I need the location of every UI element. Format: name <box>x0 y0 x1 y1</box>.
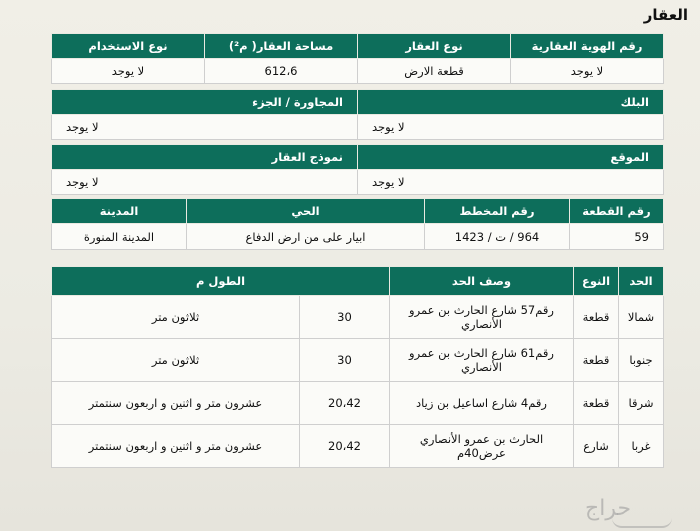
boundary-type: قطعة <box>574 296 619 339</box>
boundary-type: شارع <box>574 425 619 468</box>
value-block: لا يوجد <box>358 115 664 140</box>
boundary-type: قطعة <box>574 382 619 425</box>
boundary-description: رقم61 شارع الحارث بن عمرو الأنصاري <box>390 339 574 382</box>
header-usage-type: نوع الاستخدام <box>52 34 205 59</box>
header-block: البلك <box>358 90 664 115</box>
boundary-length-text: ثلاثون متر <box>52 296 300 339</box>
boundary-side: شمالا <box>619 296 664 339</box>
boundary-length-number: 20،42 <box>300 425 390 468</box>
section-title: العقار <box>643 6 688 24</box>
value-location: لا يوجد <box>358 170 664 195</box>
value-city: المدينة المنورة <box>52 224 187 250</box>
boundary-length-text: عشرون متر و اثنين و اربعون سنتمتر <box>52 425 300 468</box>
value-plot-number: 59 <box>570 224 664 250</box>
value-property-type: قطعة الارض <box>358 59 511 84</box>
boundary-length-number: 30 <box>300 339 390 382</box>
header-plan-number: رقم المخطط <box>425 199 570 224</box>
header-property-area: مساحة العقار( م²) <box>205 34 358 59</box>
boundary-side: غربا <box>619 425 664 468</box>
value-plan-number: 964 / ت / 1423 <box>425 224 570 250</box>
boundary-length-text: عشرون متر و اثنين و اربعون سنتمتر <box>52 382 300 425</box>
plot-table <box>51 198 664 250</box>
watermark-swoosh <box>612 518 672 528</box>
boundary-length-text: ثلاثون متر <box>52 339 300 382</box>
value-neighbor-part: لا يوجد <box>52 115 358 140</box>
header-district: الحي <box>187 199 425 224</box>
header-location: الموقع <box>358 145 664 170</box>
header-property-id: رقم الهوية العقارية <box>511 34 664 59</box>
header-property-model: نموذج العقار <box>52 145 358 170</box>
header-property-type: نوع العقار <box>358 34 511 59</box>
boundary-side: جنوبا <box>619 339 664 382</box>
header-length: الطول م <box>52 267 390 296</box>
value-property-model: لا يوجد <box>52 170 358 195</box>
boundary-type: قطعة <box>574 339 619 382</box>
header-city: المدينة <box>52 199 187 224</box>
header-type: النوع <box>574 267 619 296</box>
boundaries-table <box>51 266 664 468</box>
header-boundary: الحد <box>619 267 664 296</box>
header-boundary-description: وصف الحد <box>390 267 574 296</box>
boundary-description: رقم4 شارع اساعيل بن زياد <box>390 382 574 425</box>
boundary-length-number: 20،42 <box>300 382 390 425</box>
boundary-side: شرقا <box>619 382 664 425</box>
header-plot-number: رقم القطعة <box>570 199 664 224</box>
value-district: ابيار على من ارض الدفاع <box>187 224 425 250</box>
value-usage-type: لا يوجد <box>52 59 205 84</box>
location-table <box>51 144 664 195</box>
watermark-logo: حراج <box>585 496 632 521</box>
header-neighbor-part: المجاورة / الجزء <box>52 90 358 115</box>
boundary-description: رقم57 شارع الحارث بن عمرو الأنصاري <box>390 296 574 339</box>
property-table <box>51 33 664 84</box>
boundary-length-number: 30 <box>300 296 390 339</box>
block-table <box>51 89 664 140</box>
boundary-description: الحارث بن عمرو الأنصاري عرض40م <box>390 425 574 468</box>
value-property-id: لا يوجد <box>511 59 664 84</box>
value-property-area: 612،6 <box>205 59 358 84</box>
